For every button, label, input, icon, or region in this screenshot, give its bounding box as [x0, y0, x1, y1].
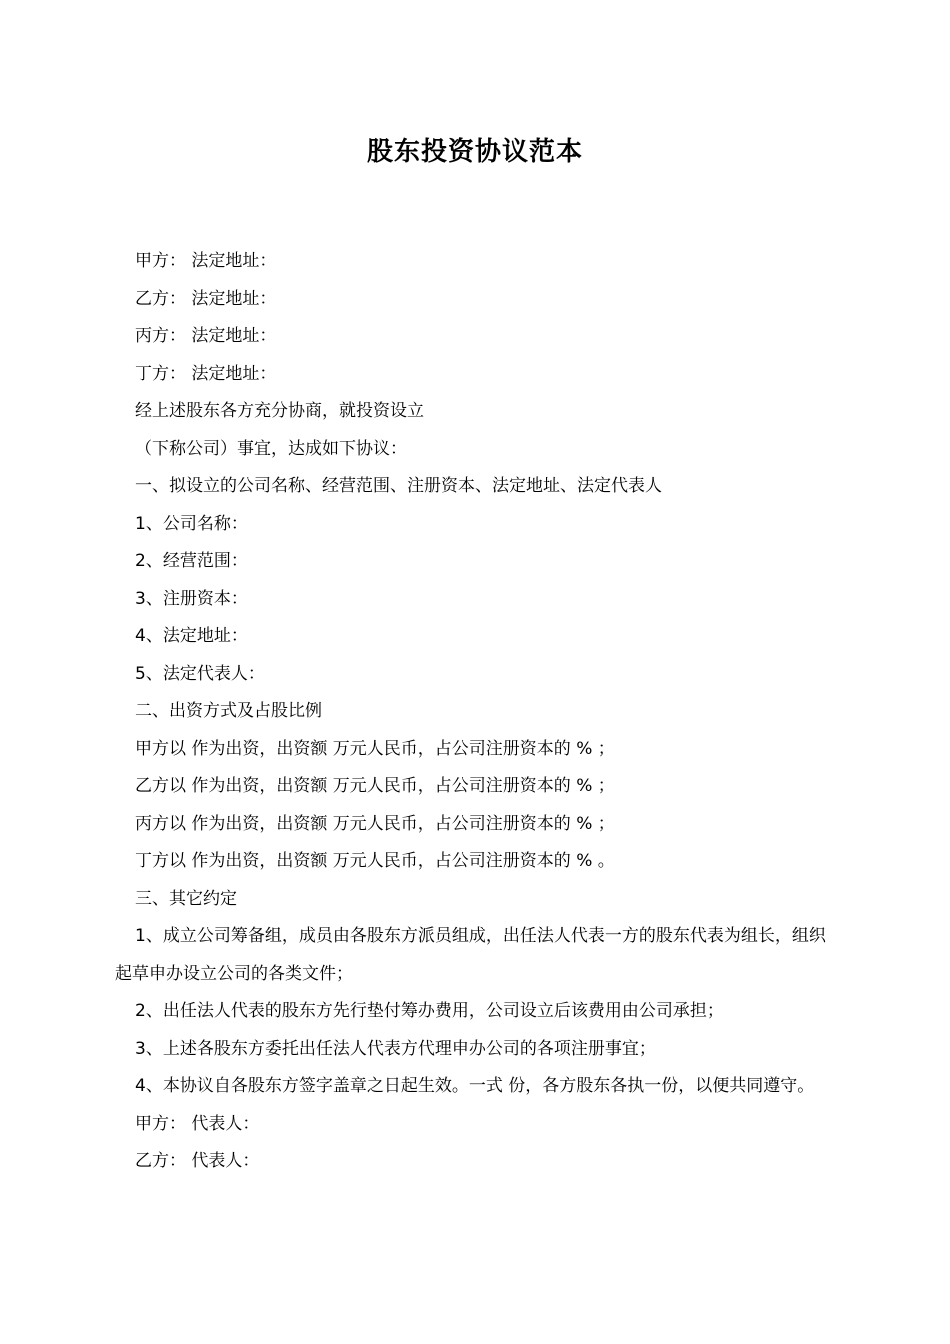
- clause-2: 2、出任法人代表的股东方先行垫付筹办费用，公司设立后该费用由公司承担；: [135, 1001, 724, 1021]
- clause-3: 3、上述各股东方委托出任法人代表方代理申办公司的各项注册事宜；: [135, 1038, 656, 1059]
- clause-4: 4、本协议自各股东方签字盖章之日起生效。一式 份，各方股东各执一份，以便共同遵守。: [135, 1076, 815, 1096]
- party-a-contribution: 甲方以 作为出资，出资额 万元人民币，占公司注册资本的 % ；: [135, 738, 615, 759]
- party-c-address-line: 丙方： 法定地址：: [135, 326, 277, 346]
- legal-representative-item: 5、法定代表人：: [135, 663, 265, 684]
- party-c-contribution: 丙方以 作为出资，出资额 万元人民币，占公司注册资本的 % ；: [135, 813, 615, 834]
- party-a-signature-line: 甲方： 代表人：: [135, 1113, 260, 1134]
- document-body: [115, 243, 839, 1181]
- section-heading-3: 三、其它约定: [135, 888, 237, 909]
- clause-1: 1、成立公司筹备组，成员由各股东方派员组成，出任法人代表一方的股东代表为组长，组织起草申办设立公司的各类文件；: [115, 926, 826, 984]
- party-b-address-line: 乙方： 法定地址：: [135, 288, 277, 309]
- registered-capital-item: 3、注册资本：: [135, 588, 248, 609]
- party-b-contribution: 乙方以 作为出资，出资额 万元人民币，占公司注册资本的 % ；: [135, 776, 615, 796]
- party-a-address-line: 甲方： 法定地址：: [135, 251, 277, 271]
- section-heading-2: 二、出资方式及占股比例: [135, 701, 322, 721]
- intro-paragraph-continued: （下称公司）事宜，达成如下协议：: [135, 438, 407, 459]
- company-name-item: 1、公司名称：: [135, 513, 248, 534]
- party-d-address-line: 丁方： 法定地址：: [135, 363, 277, 384]
- business-scope-item: 2、经营范围：: [135, 551, 248, 571]
- intro-paragraph: 经上述股东各方充分协商，就投资设立: [135, 401, 424, 421]
- section-heading-1: 一、拟设立的公司名称、经营范围、注册资本、法定地址、法定代表人: [135, 476, 662, 496]
- legal-address-item: 4、法定地址：: [135, 626, 248, 646]
- party-b-signature-line: 乙方： 代表人：: [135, 1151, 260, 1171]
- party-d-contribution: 丁方以 作为出资，出资额 万元人民币，占公司注册资本的 % 。: [135, 851, 615, 871]
- document-title: 股东投资协议范本: [366, 137, 583, 167]
